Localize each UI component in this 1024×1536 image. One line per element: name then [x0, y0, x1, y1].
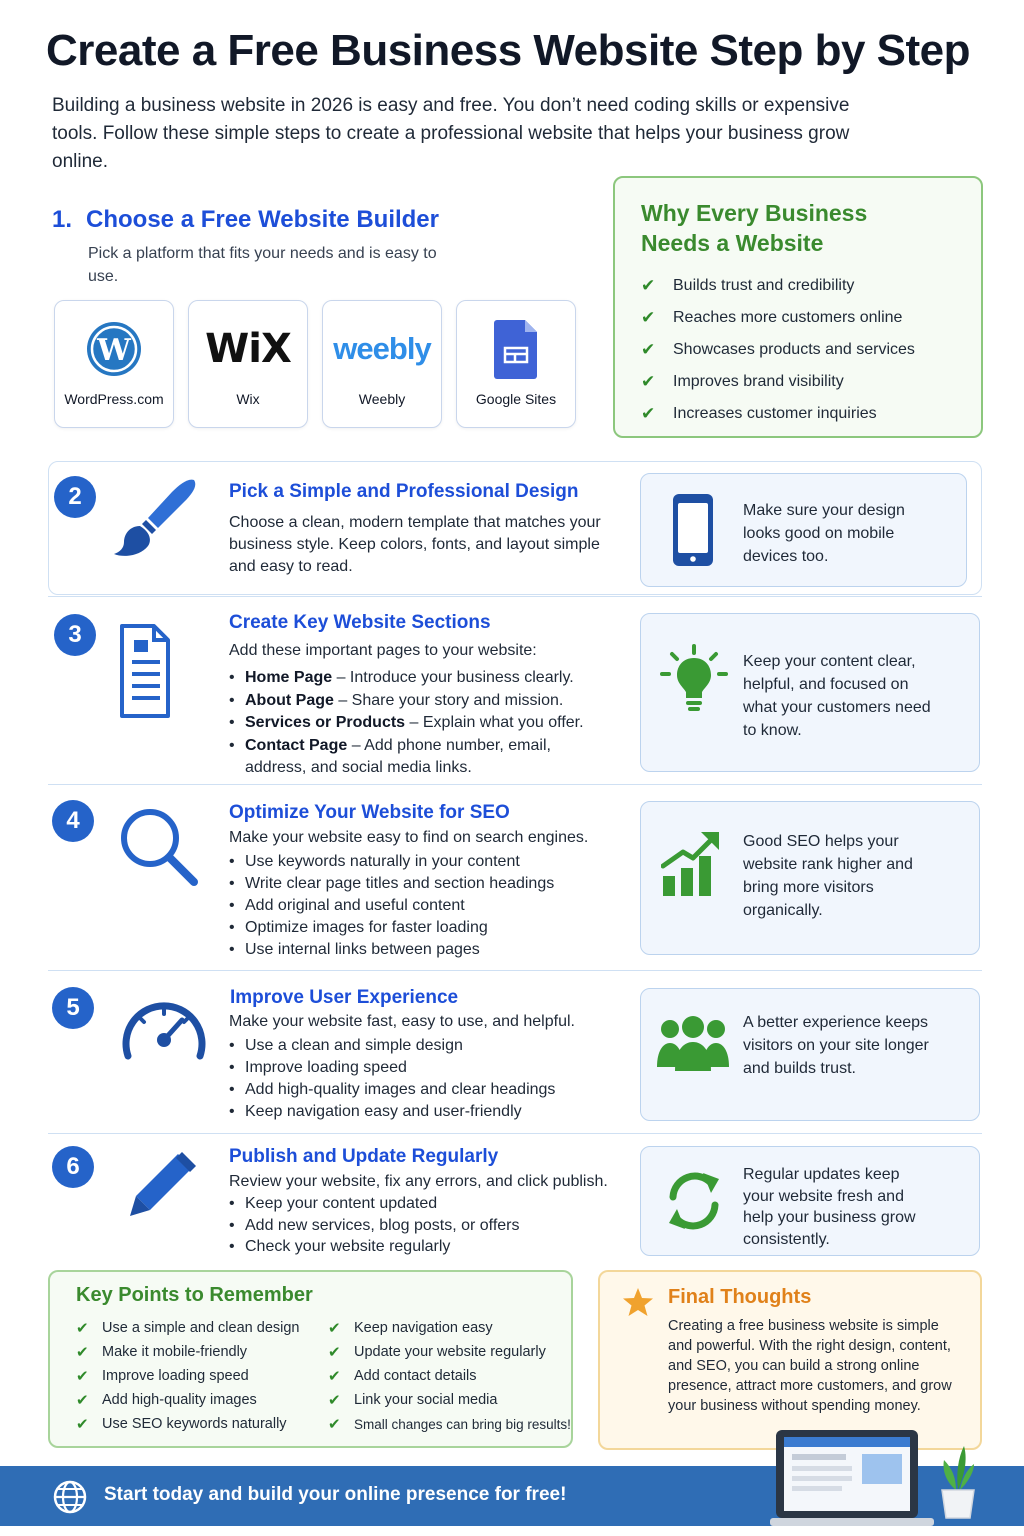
step1-heading — [52, 206, 439, 234]
builder-label: Google Sites — [475, 391, 557, 407]
list-item: ✔ Use a simple and clean design — [76, 1320, 300, 1337]
list-item: ✔ Add contact details — [328, 1368, 477, 1385]
list-item: • Home Page – Introduce your business clearly. — [229, 667, 609, 690]
key-points-heading: Key Points to Remember — [76, 1284, 313, 1306]
check-icon: ✔ — [76, 1320, 89, 1337]
builder-list — [54, 300, 576, 428]
list-item: • Keep your content updated — [229, 1193, 520, 1215]
list-item: • Use a clean and simple design — [229, 1035, 555, 1057]
check-icon: ✔ — [328, 1368, 341, 1385]
step1-number: 1. — [52, 206, 73, 233]
key-points-right-list — [328, 1316, 571, 1436]
step-2-heading: Pick a Simple and Professional Design — [229, 481, 579, 502]
final-thoughts-heading: Final Thoughts — [668, 1286, 812, 1308]
list-item: ✔ Improve loading speed — [76, 1368, 249, 1385]
check-icon: ✔ — [641, 404, 656, 423]
list-item: ✔ Make it mobile-friendly — [76, 1344, 248, 1361]
step-5-list — [229, 1035, 555, 1123]
list-item: ✔ Reaches more customers online — [641, 308, 903, 327]
document-icon — [118, 622, 172, 727]
builder-label: Wix — [236, 391, 260, 407]
check-icon: ✔ — [328, 1416, 341, 1433]
step-6-heading: Publish and Update Regularly — [229, 1146, 499, 1167]
growth-chart-icon — [661, 828, 723, 903]
plant-illustration — [934, 1444, 982, 1525]
check-icon: ✔ — [641, 276, 656, 295]
lightbulb-icon — [659, 644, 729, 721]
star-icon — [622, 1286, 654, 1323]
speedometer-icon — [120, 994, 208, 1065]
key-points-box — [48, 1270, 573, 1448]
check-icon: ✔ — [76, 1392, 89, 1409]
check-icon: ✔ — [328, 1344, 341, 1361]
refresh-icon — [663, 1169, 725, 1238]
tip-box — [640, 801, 980, 955]
final-thoughts-box — [598, 1270, 982, 1450]
section-divider — [48, 784, 982, 785]
check-icon: ✔ — [328, 1392, 341, 1409]
step1-title: Choose a Free Website Builder — [86, 206, 439, 233]
list-item: • Improve loading speed — [229, 1057, 555, 1079]
step-3-description: Add these important pages to your website: — [229, 642, 537, 659]
list-item: ✔ Showcases products and services — [641, 340, 915, 359]
paintbrush-icon — [110, 476, 200, 565]
globe-icon — [52, 1479, 88, 1520]
step-number-badge: 3 — [54, 614, 96, 656]
list-item: • Services or Products – Explain what you offer. — [229, 712, 609, 735]
list-item: ✔ Update your website regularly — [328, 1344, 546, 1361]
list-item: • Add new services, blog posts, or offers — [229, 1215, 520, 1237]
tip-box — [640, 988, 980, 1121]
list-item: • Check your website regularly — [229, 1236, 520, 1258]
list-item: ✔ Improves brand visibility — [641, 372, 844, 391]
check-icon: ✔ — [641, 308, 656, 327]
tip-text: Make sure your design looks good on mobile devices too. — [743, 502, 905, 565]
why-website-box — [613, 176, 983, 438]
step-number-badge: 5 — [52, 987, 94, 1029]
check-icon: ✔ — [641, 372, 656, 391]
intro-paragraph: Building a business website in 2026 is easy and free. You don’t need coding skills or expensive tools. Follow these simple steps to create a professional website that helps your business grow online. — [52, 95, 850, 172]
builder-card-weebly[interactable] — [322, 300, 442, 428]
step-4-description: Make your website easy to find on search engines. — [229, 829, 589, 846]
step-4-list — [229, 851, 554, 961]
section-divider — [48, 1133, 982, 1134]
list-item: • Optimize images for faster loading — [229, 917, 554, 939]
list-item: • Keep navigation easy and user-friendly — [229, 1101, 555, 1123]
tip-box — [640, 473, 967, 587]
section-divider — [48, 596, 982, 597]
builder-label: WordPress.com — [64, 391, 164, 407]
builder-card-wix[interactable] — [188, 300, 308, 428]
magnifier-icon — [118, 806, 200, 893]
mobile-phone-icon — [671, 492, 715, 573]
list-item: • Use keywords naturally in your content — [229, 851, 554, 873]
google-sites-icon — [457, 319, 575, 379]
section-divider — [48, 970, 982, 971]
step-5-heading: Improve User Experience — [230, 987, 459, 1008]
step1-description: Pick a platform that fits your needs and is easy to use. — [88, 245, 437, 285]
tip-text: Regular updates keep your website fresh and help your business grow consistently. — [743, 1166, 916, 1248]
list-item: ✔ Builds trust and credibility — [641, 276, 855, 295]
list-item: • Write clear page titles and section headings — [229, 873, 554, 895]
step-4-heading: Optimize Your Website for SEO — [229, 802, 510, 823]
tip-box — [640, 613, 980, 772]
step-5-description: Make your website fast, easy to use, and helpful. — [229, 1013, 575, 1030]
svg-text:W: W — [97, 333, 131, 368]
list-item: ✔ Keep navigation easy — [328, 1320, 493, 1337]
step-3-heading: Create Key Website Sections — [229, 612, 491, 633]
check-icon: ✔ — [76, 1344, 89, 1361]
check-icon: ✔ — [76, 1368, 89, 1385]
builder-card-google-sites[interactable] — [456, 300, 576, 428]
list-item: • Use internal links between pages — [229, 939, 554, 961]
list-item: • About Page – Share your story and mission. — [229, 690, 609, 713]
step-6-description: Review your website, fix any errors, and click publish. — [229, 1173, 608, 1190]
pencil-icon — [126, 1150, 198, 1225]
final-thoughts-text: Creating a free business website is simple and powerful. With the right design, content, and SEO, you can build a strong online presence, attract more customers, and grow your business without spending money. — [668, 1318, 952, 1414]
wix-logo: WiX — [205, 326, 291, 372]
step-2-description: Choose a clean, modern template that matches your business style. Keep colors, fonts, and layout simple and easy to read. — [229, 514, 601, 575]
tip-text: Keep your content clear, helpful, and focused on what your customers need to know. — [743, 653, 931, 739]
footer-text: Start today and build your online presence for free! — [104, 1484, 567, 1505]
why-list — [641, 270, 915, 430]
list-item: ✔ Use SEO keywords naturally — [76, 1416, 287, 1433]
weebly-logo: weebly — [333, 331, 431, 366]
builder-card-wordpress[interactable] — [54, 300, 174, 428]
key-points-left-list — [76, 1316, 299, 1436]
tip-box — [640, 1146, 980, 1256]
tip-text: Good SEO helps your website rank higher and bring more visitors organically. — [743, 833, 913, 919]
builder-label: Weebly — [358, 391, 406, 407]
tip-text: A better experience keeps visitors on your site longer and builds trust. — [743, 1014, 929, 1077]
list-item: • Add high-quality images and clear headings — [229, 1079, 555, 1101]
list-item: • Add original and useful content — [229, 895, 554, 917]
check-icon: ✔ — [641, 340, 656, 359]
step-number-badge: 4 — [52, 800, 94, 842]
list-item: • Contact Page – Add phone number, email, address, and social media links. — [229, 735, 609, 780]
list-item: ✔ Link your social media — [328, 1392, 498, 1409]
check-icon: ✔ — [76, 1416, 89, 1433]
step-number-badge: 2 — [54, 476, 96, 518]
step-6-list — [229, 1193, 520, 1258]
list-item: ✔ Increases customer inquiries — [641, 404, 877, 423]
list-item: ✔ Small changes can bring big results! — [328, 1416, 571, 1433]
step-3-list — [229, 667, 609, 780]
wordpress-icon — [55, 319, 173, 379]
why-heading: Why Every Business Needs a Website — [641, 200, 868, 256]
list-item: ✔ Add high-quality images — [76, 1392, 257, 1409]
check-icon: ✔ — [328, 1320, 341, 1337]
page-title: Create a Free Business Website Step by Step — [46, 26, 971, 75]
users-group-icon — [655, 1015, 731, 1080]
step-number-badge: 6 — [52, 1146, 94, 1188]
laptop-illustration — [770, 1428, 934, 1533]
